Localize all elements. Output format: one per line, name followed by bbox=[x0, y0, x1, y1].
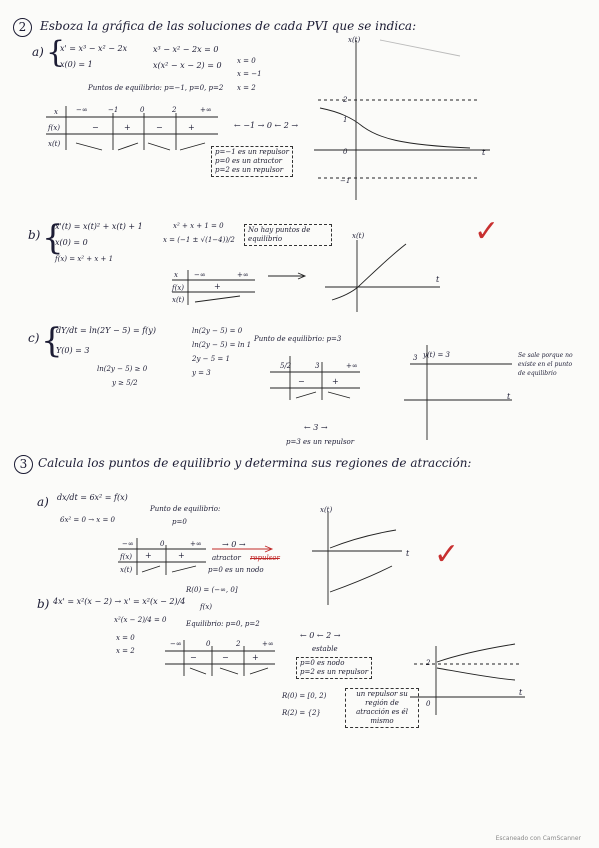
ex2c-equilibrium: Punto de equilibrio: p=3 bbox=[254, 335, 342, 343]
ex3a-work: 6x² = 0 → x = 0 bbox=[60, 516, 116, 524]
ex2a-system-1: x' = x³ − x² − 2x bbox=[60, 44, 128, 53]
sign: + bbox=[252, 653, 259, 662]
graph-y-label: x(t) bbox=[320, 506, 333, 514]
ex3b-label: b) bbox=[37, 597, 50, 611]
table-f: f(x) bbox=[120, 553, 133, 561]
table-f: f(x) bbox=[172, 284, 185, 292]
table-val: 2 bbox=[172, 106, 177, 114]
table-arrows bbox=[190, 668, 268, 674]
ex2a-phase-line: ← −1 → 0 ← 2 → bbox=[234, 121, 299, 130]
graph-curve-label: y(t) = 3 bbox=[423, 351, 450, 359]
graph-tick: 2 bbox=[426, 659, 431, 667]
ex3a-phase-line: → 0 → bbox=[222, 540, 246, 549]
phase-arrow bbox=[212, 546, 272, 552]
graph-y-label: x(t) bbox=[352, 232, 365, 240]
table-xt: x(t) bbox=[120, 566, 133, 574]
graph-t-label: t bbox=[436, 275, 440, 284]
sign: − bbox=[222, 653, 229, 662]
sign: + bbox=[124, 123, 131, 132]
ex2b-no-equilibrium-box: No hay puntos de equilibrio bbox=[244, 224, 332, 246]
table-val: −∞ bbox=[194, 271, 206, 279]
ex3b-phase-note: estable bbox=[312, 645, 338, 653]
sign: + bbox=[332, 377, 339, 386]
ex2a-label: a) bbox=[32, 45, 44, 59]
classification-1: p=0 es nodo bbox=[300, 659, 345, 667]
table-val: +∞ bbox=[190, 540, 202, 548]
table-val: 2 bbox=[236, 640, 241, 648]
solution-curve-bottom bbox=[330, 566, 392, 592]
solution-curve bbox=[332, 244, 406, 300]
ex2c-conclusion: p=3 es un repulsor bbox=[286, 438, 355, 446]
ex2c-work: ln(2y − 5) = 0 bbox=[192, 327, 243, 335]
ex2c-phase-line: ← 3 → bbox=[304, 423, 328, 432]
table-arrows bbox=[142, 566, 196, 572]
brace: { bbox=[41, 321, 63, 361]
solution-curve bbox=[320, 108, 470, 148]
table-val: +∞ bbox=[262, 640, 274, 648]
ex3b-region-2: R(2) = {2} bbox=[282, 709, 321, 717]
classification-2: p=2 es un repulsor bbox=[300, 668, 369, 676]
sign: − bbox=[190, 653, 197, 662]
ex3a-equation: dx/dt = 6x² = f(x) bbox=[57, 493, 128, 502]
ex2a-root-3: x = 2 bbox=[237, 84, 256, 92]
ex3a-region: R(0) = (−∞, 0] bbox=[186, 586, 238, 594]
ex3b-equilibrium: Equilibrio: p=0, p=2 bbox=[186, 620, 260, 628]
ex2c-system-2: Y(0) = 3 bbox=[56, 346, 90, 355]
exercise-2-heading: Esboza la gráfica de las soluciones de cada PVI que se indica: bbox=[40, 19, 417, 33]
ex2a-root-1: x = 0 bbox=[237, 57, 256, 65]
classification-2: p=0 es un atractor bbox=[215, 157, 283, 165]
ex3b-work: x = 2 bbox=[116, 647, 135, 655]
ex2b-system-1: x'(t) = x(t)² + x(t) + 1 bbox=[55, 222, 143, 231]
ex2c-system-1: dY/dt = ln(2Y − 5) = f(y) bbox=[56, 326, 156, 335]
graph-tick: −1 bbox=[340, 177, 351, 185]
table-header-x: x bbox=[174, 271, 178, 279]
sign: − bbox=[92, 123, 99, 132]
graph-tick: 2 bbox=[343, 96, 348, 104]
table-val: +∞ bbox=[346, 362, 358, 370]
sign: + bbox=[178, 551, 185, 560]
check-mark-icon: ✓ bbox=[434, 537, 460, 572]
ex2c-work: y = 3 bbox=[192, 369, 211, 377]
solution-curve-upper bbox=[437, 644, 515, 662]
exercise-3-heading: Calcula los puntos de equilibrio y determina sus regiones de atracción: bbox=[38, 456, 472, 470]
scanner-footer: Escaneado con CamScanner bbox=[495, 835, 581, 842]
table-arrows bbox=[76, 143, 205, 150]
table-header-x: x bbox=[54, 108, 58, 116]
table-val: +∞ bbox=[200, 106, 212, 114]
table-xt: x(t) bbox=[48, 140, 61, 148]
table-val: 0 bbox=[160, 540, 165, 548]
graph-tick: 1 bbox=[343, 116, 348, 124]
ex3a-crossed-note: repulsor bbox=[250, 554, 280, 562]
graph-tick: 3 bbox=[413, 354, 418, 362]
ex3b-note-box: un repulsor su región de atracción es él mismo bbox=[345, 688, 419, 728]
table-val: −∞ bbox=[170, 640, 182, 648]
table-val: 0 bbox=[140, 106, 145, 114]
sign: + bbox=[188, 123, 195, 132]
ex3a-phase-note: atractor bbox=[212, 554, 241, 562]
brace: { bbox=[42, 218, 64, 258]
graph-t-label: t bbox=[482, 148, 486, 157]
graph-tick: 0 bbox=[343, 148, 348, 156]
ex2a-equilibrium: Puntos de equilibrio: p=−1, p=0, p=2 bbox=[88, 84, 224, 92]
check-mark-icon: ✓ bbox=[474, 214, 500, 249]
exercise-3-number: 3 bbox=[14, 455, 33, 474]
graph-t-label: t bbox=[507, 392, 511, 401]
graph-corner-mark bbox=[380, 40, 460, 56]
table-val: 3 bbox=[315, 362, 320, 370]
ex3a-equilibrium: Punto de equilibrio: bbox=[150, 505, 221, 513]
graph-t-label: t bbox=[406, 549, 410, 558]
ex2b-work-1: x² + x + 1 = 0 bbox=[173, 222, 224, 230]
table-val: −∞ bbox=[76, 106, 88, 114]
table-arrow bbox=[195, 296, 240, 302]
ex2a-system-2: x(0) = 1 bbox=[60, 60, 93, 69]
solution-curve-lower bbox=[437, 668, 515, 680]
ex3b-phase-line: ← 0 ← 2 → bbox=[300, 631, 341, 640]
ex2c-label: c) bbox=[28, 331, 40, 345]
brace: { bbox=[46, 35, 66, 70]
ex3b-work: x²(x − 2)/4 = 0 bbox=[114, 616, 167, 624]
table-val: −∞ bbox=[122, 540, 134, 548]
ex3b-equation-f: f(x) bbox=[200, 603, 213, 611]
table-xt: x(t) bbox=[172, 296, 185, 304]
graph-y-label: x(t) bbox=[348, 36, 361, 44]
exercise-2-number: 2 bbox=[13, 18, 32, 37]
table-val: −1 bbox=[108, 106, 119, 114]
ex2a-root-2: x = −1 bbox=[237, 70, 262, 78]
solution-curve-top bbox=[330, 530, 396, 548]
sign: − bbox=[156, 123, 163, 132]
arrow bbox=[268, 273, 305, 279]
ex2a-work-2: x(x² − x − 2) = 0 bbox=[153, 61, 222, 70]
classification-1: p=−1 es un repulsor bbox=[215, 148, 289, 156]
ex2b-system-3: f(x) = x² + x + 1 bbox=[55, 255, 114, 263]
sign: + bbox=[145, 551, 152, 560]
ex2c-work: 2y − 5 = 1 bbox=[192, 355, 230, 363]
ex2b-system-2: x(0) = 0 bbox=[55, 238, 88, 247]
ex2b-label: b) bbox=[28, 228, 41, 242]
table-val: 5/2 bbox=[280, 362, 292, 370]
table-val: 0 bbox=[206, 640, 211, 648]
sign: + bbox=[214, 282, 221, 291]
table-arrows bbox=[296, 392, 350, 398]
ex2c-domain: ln(2y − 5) ≥ 0 bbox=[97, 365, 148, 373]
table-val: +∞ bbox=[237, 271, 249, 279]
ex3b-region-1: R(0) = [0, 2) bbox=[282, 692, 327, 700]
ex3b-work: x = 0 bbox=[116, 634, 135, 642]
ex3a-conclusion: p=0 es un nodo bbox=[208, 566, 264, 574]
ex2a-work-1: x³ − x² − 2x = 0 bbox=[153, 45, 219, 54]
ex3a-equilibrium-point: p=0 bbox=[172, 518, 187, 526]
graph-tick: 0 bbox=[426, 700, 431, 708]
ex2c-side-note: Se sale porque no existe en el punto de equilibrio bbox=[518, 352, 573, 377]
graph-t-label: t bbox=[519, 688, 523, 697]
table-f: f(x) bbox=[48, 124, 61, 132]
classification-3: p=2 es un repulsor bbox=[215, 166, 284, 174]
sign: − bbox=[298, 377, 305, 386]
ex3b-equation: 4x' = x²(x − 2) → x' = x²(x − 2)/4 bbox=[53, 597, 186, 606]
ex2b-work-2: x = (−1 ± √(1−4))/2 bbox=[163, 236, 235, 244]
ex2c-domain: y ≥ 5/2 bbox=[112, 379, 138, 387]
ex2c-work: ln(2y − 5) = ln 1 bbox=[192, 341, 252, 349]
ex3a-label: a) bbox=[37, 495, 49, 509]
